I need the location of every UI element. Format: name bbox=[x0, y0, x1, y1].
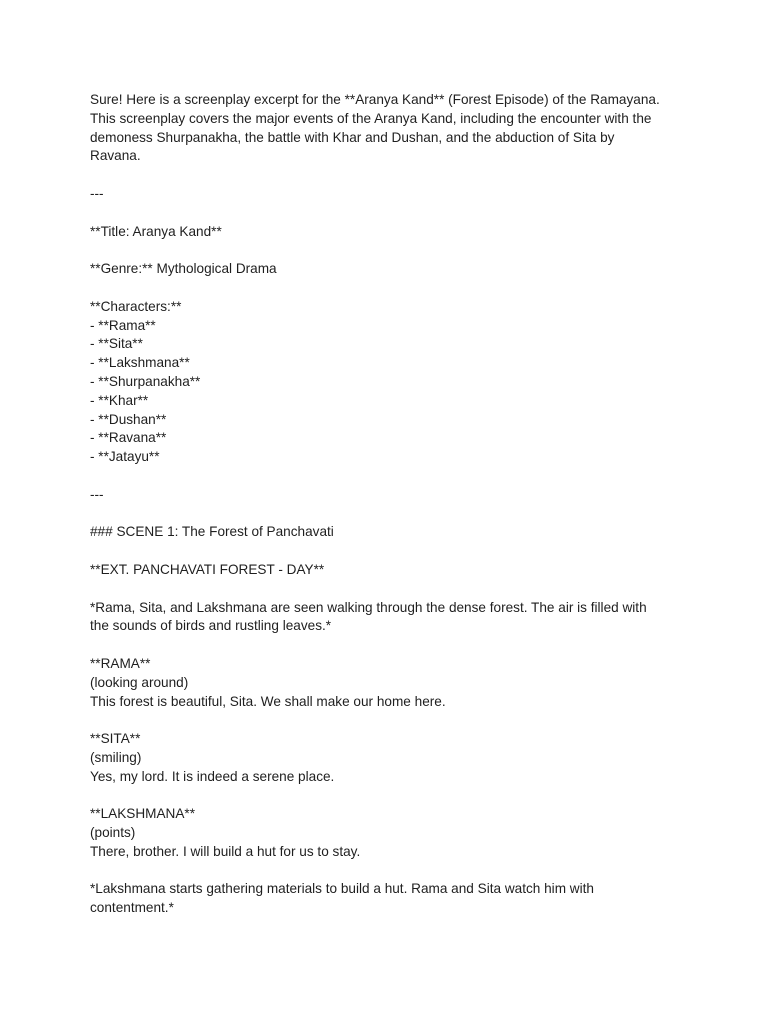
dialogue-line: This forest is beautiful, Sita. We shall make our home here. bbox=[90, 693, 446, 709]
genre-line: **Genre:** Mythological Drama bbox=[90, 261, 277, 277]
document-page bbox=[90, 91, 690, 918]
blank-line bbox=[90, 505, 690, 524]
characters-heading: **Characters:** bbox=[90, 298, 182, 314]
blank-line bbox=[90, 711, 690, 730]
blank-line bbox=[90, 636, 690, 655]
blank-line bbox=[90, 241, 690, 260]
list-item: - **Sita** bbox=[90, 336, 143, 352]
intro-paragraph bbox=[90, 91, 690, 166]
parenthetical: (points) bbox=[90, 825, 136, 841]
intro-line: This screenplay covers the major events of the Aranya Kand, including the encounter with the bbox=[90, 110, 652, 126]
intro-line: Ravana. bbox=[90, 148, 141, 164]
list-item: - **Ravana** bbox=[90, 430, 167, 446]
parenthetical: (smiling) bbox=[90, 749, 142, 765]
speaker-name: **SITA** bbox=[90, 731, 141, 747]
list-item: - **Jatayu** bbox=[90, 449, 160, 465]
list-item: - **Khar** bbox=[90, 392, 149, 408]
action-line: *Lakshmana starts gathering materials to build a hut. Rama and Sita watch him with bbox=[90, 881, 594, 897]
dialogue-block-lakshmana bbox=[90, 805, 690, 861]
blank-line bbox=[90, 467, 690, 486]
speaker-name: **RAMA** bbox=[90, 655, 151, 671]
scene-heading: ### SCENE 1: The Forest of Panchavati bbox=[90, 524, 334, 540]
list-item: - **Shurpanakha** bbox=[90, 373, 201, 389]
dialogue-block-sita bbox=[90, 730, 690, 786]
dialogue-block-rama bbox=[90, 655, 690, 711]
blank-line bbox=[90, 166, 690, 185]
parenthetical: (looking around) bbox=[90, 674, 189, 690]
dialogue-line: There, brother. I will build a hut for us to stay. bbox=[90, 843, 361, 859]
dialogue-line: Yes, my lord. It is indeed a serene place. bbox=[90, 768, 335, 784]
blank-line bbox=[90, 786, 690, 805]
action-line: contentment.* bbox=[90, 900, 174, 916]
blank-line bbox=[90, 279, 690, 298]
intro-line: Sure! Here is a screenplay excerpt for the **Aranya Kand** (Forest Episode) of the Ramayana. bbox=[90, 92, 660, 107]
list-item: - **Lakshmana** bbox=[90, 355, 190, 371]
action-paragraph bbox=[90, 599, 690, 637]
list-item: - **Dushan** bbox=[90, 411, 167, 427]
action-line: the sounds of birds and rustling leaves.* bbox=[90, 618, 332, 634]
title-line: **Title: Aranya Kand** bbox=[90, 223, 222, 239]
blank-line bbox=[90, 580, 690, 599]
blank-line bbox=[90, 204, 690, 223]
list-item: - **Rama** bbox=[90, 317, 156, 333]
action-paragraph bbox=[90, 880, 690, 918]
separator: --- bbox=[90, 486, 104, 502]
blank-line bbox=[90, 862, 690, 881]
separator: --- bbox=[90, 185, 104, 201]
slugline: **EXT. PANCHAVATI FOREST - DAY** bbox=[90, 561, 325, 577]
intro-line: demoness Shurpanakha, the battle with Khar and Dushan, and the abduction of Sita by bbox=[90, 129, 615, 145]
blank-line bbox=[90, 542, 690, 561]
characters-list bbox=[90, 317, 690, 467]
action-line: *Rama, Sita, and Lakshmana are seen walking through the dense forest. The air is filled with bbox=[90, 599, 647, 615]
speaker-name: **LAKSHMANA** bbox=[90, 806, 196, 822]
